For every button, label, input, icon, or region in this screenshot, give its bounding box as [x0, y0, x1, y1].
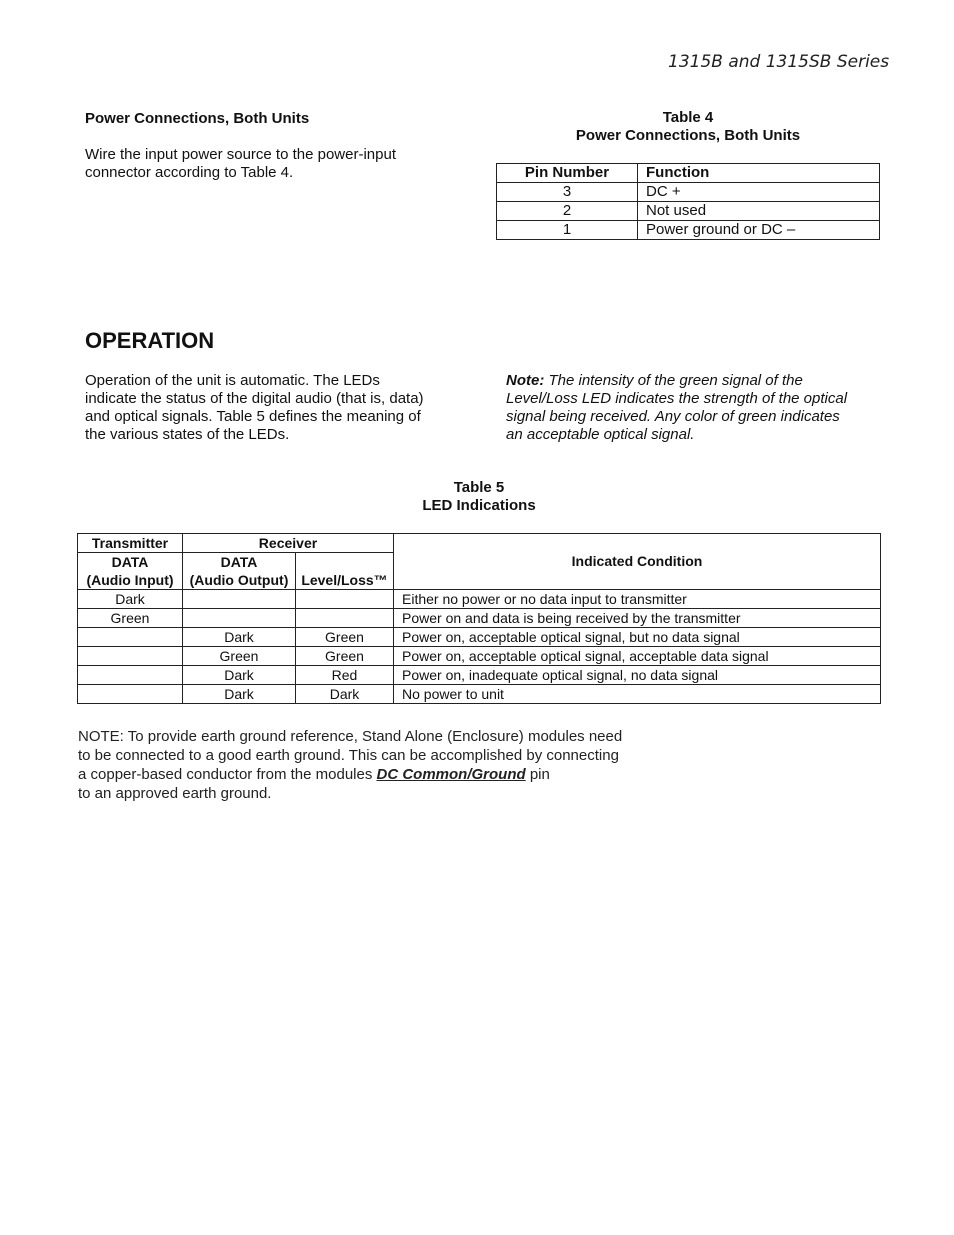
table-row	[497, 183, 880, 202]
rx-cell: Green	[183, 647, 296, 666]
table-row	[78, 590, 881, 609]
table-header-row	[78, 534, 881, 553]
table5-caption	[77, 479, 881, 515]
column-header-condition: Indicated Condition	[394, 534, 881, 590]
level-cell: Dark	[296, 685, 394, 704]
note-text: a copper-based conductor from the modules	[78, 766, 377, 783]
table-row	[78, 628, 881, 647]
column-header-pin: Pin Number	[497, 164, 638, 183]
pin-cell: 3	[497, 183, 638, 202]
power-text-line: Wire the input power source to the power-input	[85, 146, 396, 163]
table5-caption-line: LED Indications	[422, 497, 536, 514]
table4-caption	[496, 109, 880, 145]
note-line: to be connected to a good earth ground. This can be accomplished by connecting	[78, 747, 619, 764]
table-row	[78, 609, 881, 628]
tx-cell: Dark	[78, 590, 183, 609]
table5	[77, 533, 881, 704]
operation-note-line: signal being received. Any color of green indicates	[506, 408, 840, 425]
tx-cell	[78, 685, 183, 704]
level-cell	[296, 609, 394, 628]
operation-text-line: the various states of the LEDs.	[85, 426, 290, 443]
table-row	[78, 647, 881, 666]
operation-text	[85, 372, 485, 444]
operation-note	[506, 372, 886, 444]
condition-cell: Power on, acceptable optical signal, but no data signal	[394, 628, 881, 647]
pin-cell: 2	[497, 202, 638, 221]
column-header-rx-sub: (Audio Output)	[183, 571, 296, 590]
table4	[496, 163, 880, 240]
level-cell: Green	[296, 647, 394, 666]
condition-cell: No power to unit	[394, 685, 881, 704]
group-header-transmitter: Transmitter	[78, 534, 183, 553]
power-text-line: connector according to Table 4.	[85, 164, 294, 181]
column-header-rx-data: DATA	[183, 553, 296, 572]
function-cell: Not used	[638, 202, 880, 221]
table-header-row	[497, 164, 880, 183]
note-line: to an approved earth ground.	[78, 785, 272, 802]
rx-cell: Dark	[183, 666, 296, 685]
dc-common-ground-term: DC Common/Ground	[376, 766, 526, 783]
power-heading: Power Connections, Both Units	[85, 110, 310, 127]
function-cell: DC +	[638, 183, 880, 202]
pin-cell: 1	[497, 221, 638, 240]
table-row	[497, 202, 880, 221]
note-line: NOTE: To provide earth ground reference, Stand Alone (Enclosure) modules need	[78, 728, 623, 745]
level-cell: Red	[296, 666, 394, 685]
rx-cell	[183, 590, 296, 609]
condition-cell: Power on, inadequate optical signal, no data signal	[394, 666, 881, 685]
earth-ground-note	[78, 727, 678, 803]
column-header-tx-sub: (Audio Input)	[78, 571, 183, 590]
tx-cell	[78, 628, 183, 647]
operation-note-line	[506, 372, 886, 390]
rx-cell: Dark	[183, 628, 296, 647]
note-text: The intensity of the green signal of the	[544, 372, 803, 389]
group-header-receiver: Receiver	[183, 534, 394, 553]
note-line	[78, 765, 678, 784]
table4-caption-line: Power Connections, Both Units	[575, 127, 801, 144]
condition-cell: Either no power or no data input to transmitter	[394, 590, 881, 609]
rx-cell: Dark	[183, 685, 296, 704]
tx-cell	[78, 666, 183, 685]
level-cell	[296, 590, 394, 609]
tx-cell: Green	[78, 609, 183, 628]
table-row	[497, 221, 880, 240]
power-text	[85, 146, 396, 182]
operation-note-line: Level/Loss LED indicates the strength of the optical	[506, 390, 848, 407]
series-header: 1315B and 1315SB Series	[668, 52, 890, 72]
operation-text-line: Operation of the unit is automatic. The LEDs	[85, 372, 380, 389]
table-row	[78, 685, 881, 704]
column-header-function: Function	[638, 164, 880, 183]
table5-caption-line: Table 5	[453, 479, 505, 496]
column-header-tx-data: DATA	[78, 553, 183, 572]
operation-text-line: and optical signals. Table 5 defines the meaning of	[85, 408, 421, 425]
column-header-level: Level/Loss™	[296, 553, 394, 590]
rx-cell	[183, 609, 296, 628]
tx-cell	[78, 647, 183, 666]
operation-text-line: indicate the status of the digital audio (that is, data)	[85, 390, 424, 407]
table4-caption-line: Table 4	[662, 109, 714, 126]
note-text: pin	[525, 766, 550, 783]
level-cell: Green	[296, 628, 394, 647]
operation-title: OPERATION	[85, 328, 215, 353]
note-label: Note:	[506, 372, 545, 389]
function-cell: Power ground or DC –	[638, 221, 880, 240]
operation-note-line: an acceptable optical signal.	[506, 426, 695, 443]
condition-cell: Power on, acceptable optical signal, acceptable data signal	[394, 647, 881, 666]
table-row	[78, 666, 881, 685]
condition-cell: Power on and data is being received by the transmitter	[394, 609, 881, 628]
